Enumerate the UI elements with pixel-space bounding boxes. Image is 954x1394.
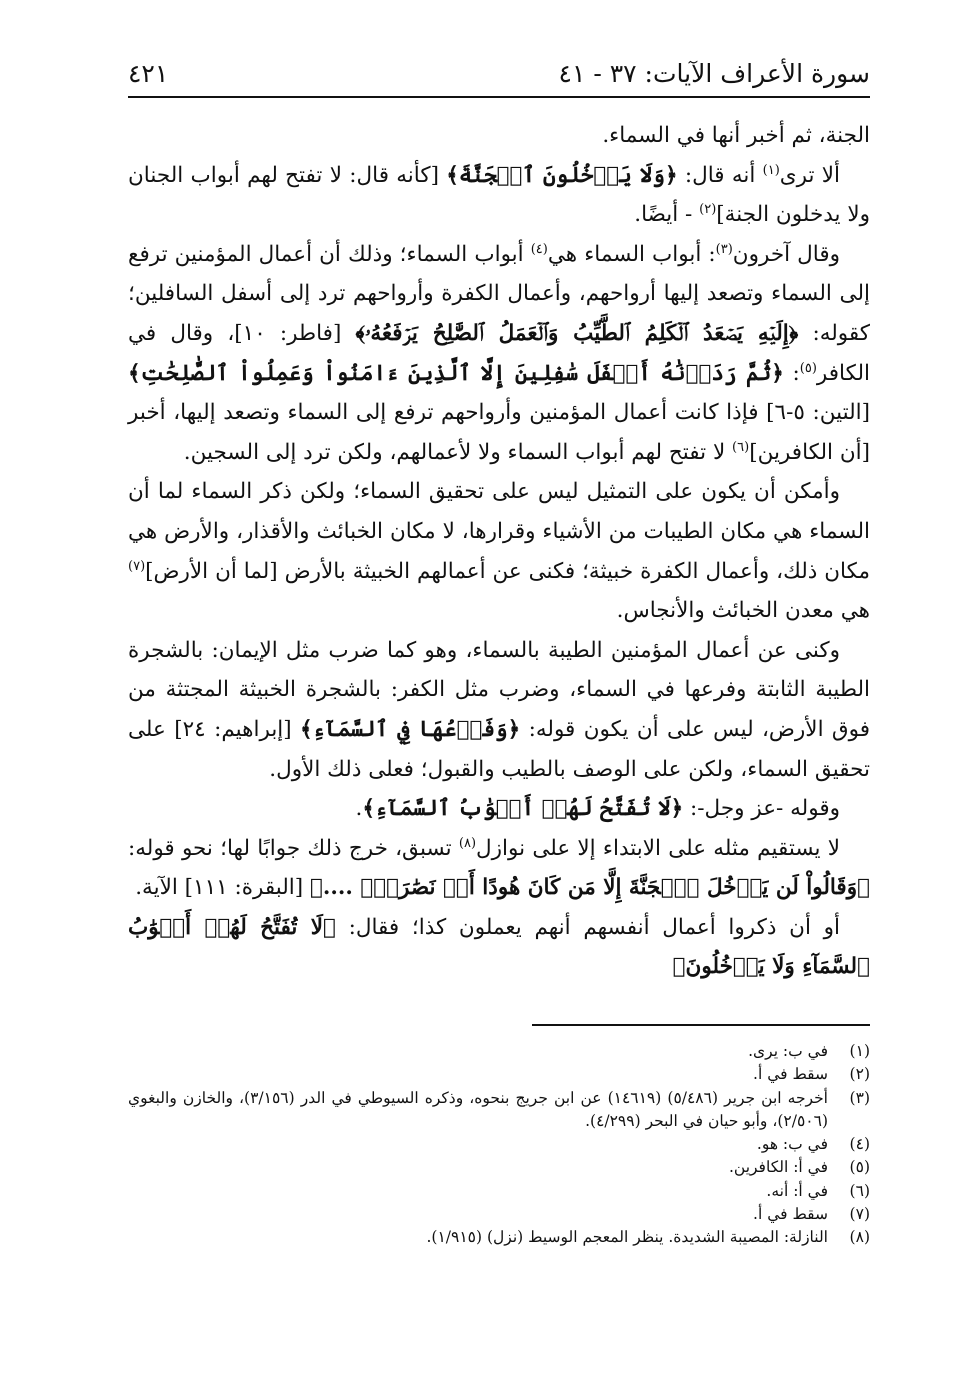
footnote-text: في أ: أنه. [766,1181,828,1200]
footnote-number: (٣) [849,1088,870,1107]
paragraph-3: وقال آخرون$^{(٣)}$: أبواب السماء هي$^{(٤)}$ أبواب السماء؛ وذلك أن أعمال المؤمنين ترفع إلى السماء وتصعد إليها أرواحهم، وأعمال الكفرة وأرواحهم ترد إلى أسفل السافلين؛ كقوله: ﴿إِلَيۡهِ يَصۡعَدُ ٱلۡكَلِمُ ٱلطَّيِّبُ وَٱلۡعَمَلُ ٱلصَّٰلِحُ يَرۡفَعُهُۥ﴾ [فاطر: ١٠]، وقال في الكافر$^{(٥)}$: ﴿ثُمَّ رَدَدۡنَٰهُ أَسۡفَلَ سَٰفِلِينَ إِلَّا ٱلَّذِينَ ءَامَنُواْ وَعَمِلُواْ ٱلصَّٰلِحَٰتِ﴾ [التين: ٥-٦] فإذا كانت أعمال المؤمنين وأرواحهم ترفع إلى السماء وتصعد إليها، أخبر [أن الكافرين]$^{(٦)}$ لا تفتح لهم أبواب السماء ولا لأعمالهم، ولكن ترد إلى السجين. [128,241,871,465]
footnote-2 [128,1063,870,1086]
footnote-number: (٨) [849,1228,870,1247]
quran-verse: ﴿وَقَالُواْ لَن يَدۡخُلَ ٱلۡجَنَّةَ إِلَّا مَن كَانَ هُودًا أَوۡ نَصَٰرَىٰۗ ....﴾ [310,875,870,901]
footnote-text: سقط في أ. [753,1205,828,1224]
footnote-ref-5[interactable]: (٥) [799,360,817,376]
quran-verse: ﴿وَفَرۡعُهَا فِي ٱلسَّمَآءِ﴾ [300,716,521,742]
footnote-text: في أ: الكافرين. [728,1158,828,1177]
quran-verse: ﴿ثُمَّ رَدَدۡنَٰهُ أَسۡفَلَ سَٰفِلِينَ إِلَّا ٱلَّذِينَ ءَامَنُواْ وَعَمِلُواْ ٱلصَّٰلِحَٰتِ﴾ [128,360,784,386]
footnote-text: في ب: هو. [756,1135,828,1154]
footnote-number: (٧) [849,1205,870,1224]
footnote-1 [128,1040,870,1063]
quran-verse: ﴿إِلَيۡهِ يَصۡعَدُ ٱلۡكَلِمُ ٱلطَّيِّبُ وَٱلۡعَمَلُ ٱلصَّٰلِحُ يَرۡفَعُهُۥ﴾ [355,320,799,346]
paragraph-5: وكنى عن أعمال المؤمنين الطيبة بالسماء، وهو كما ضرب مثل الإيمان: بالشجرة الطيبة الثابتة وفرعها في السماء، وضرب مثل الكفر: بالشجرة الخبيثة المجتثة من فوق الأرض، ليس على أن يكون قوله: ﴿وَفَرۡعُهَا فِي ٱلسَّمَآءِ﴾ [إبراهيم: ٢٤] على تحقيق السماء، ولكن على الوصف بالطيب والقبول؛ فعلى ذلك الأول. [128,637,870,782]
footnote-4 [128,1133,870,1156]
footnote-number: (٤) [849,1135,870,1154]
footnote-separator [532,1024,870,1026]
footnote-ref-6[interactable]: (٦) [732,439,750,455]
paragraph-7: لا يستقيم مثله على الابتداء إلا على نوازل$^{(٨)}$ تسبق، خرج ذلك جوابًا لها؛ نحو قوله: ﴿وَقَالُواْ لَن يَدۡخُلَ ٱلۡجَنَّةَ إِلَّا مَن كَانَ هُودًا أَوۡ نَصَٰرَىٰۗ ....﴾ [البقرة: ١١١] الآية. [128,835,870,901]
paragraph-1: الجنة، ثم أخبر أنها في السماء. [602,123,870,148]
main-text [128,116,870,987]
footnote-number: (٥) [849,1158,870,1177]
quran-verse: ﴿لَا تُفَتَّحُ لَهُمۡ أَبۡوَٰبُ ٱلسَّمَآءِ﴾ [362,796,684,822]
quran-verse: ﴿وَلَا يَدۡخُلُونَ ٱلۡجَنَّةَ﴾ [446,162,678,188]
running-title: سورة الأعراف الآيات: ٣٧ - ٤١ [558,59,870,88]
footnote-3 [128,1087,870,1134]
paragraph-2: ألا ترى$^{(١)}$ أنه قال: ﴿وَلَا يَدۡخُلُونَ ٱلۡجَنَّةَ﴾ [كأنه قال: لا تفتح لهم أبواب الجنان ولا يدخلون الجنة]$^{(٢)}$ - أيضًا. [128,162,870,228]
footnote-text: سقط في أ. [753,1065,828,1084]
footnotes [128,1040,870,1250]
footnote-number: (٢) [849,1065,870,1084]
footnote-7 [128,1203,870,1226]
footnote-text: أخرجه ابن جرير (٥/٤٨٦) (١٤٦١٩) عن ابن جريج بنحوه، وذكره السيوطي في الدر (٣/١٥٦)، والخازن والبغوي (٢/٥٠٦)، وأبو حيان في البحر (٤/٢٩٩). [128,1088,828,1130]
footnote-8 [128,1226,870,1249]
paragraph-6: وقوله -عز وجل-: ﴿لَا تُفَتَّحُ لَهُمۡ أَبۡوَٰبُ ٱلسَّمَآءِ﴾. [355,796,840,822]
footnote-ref-2[interactable]: (٢) [699,202,717,218]
footnote-number: (٦) [849,1181,870,1200]
paragraph-4: وأمكن أن يكون على التمثيل ليس على تحقيق السماء؛ ولكن ذكر السماء لما أن السماء هي مكان الطيبات من الأشياء وقرارها، لا مكان الخبائث والأقذار، والأرض هي مكان ذلك، وأعمال الكفرة خبيثة؛ فكنى عن أعمالهم الخبيثة بالأرض [لما أن الأرض]$^{(٧)}$ هي معدن الخبائث والأنجاس. [128,479,870,624]
paragraph-8: أو أن ذكروا أعمال أنفسهم أنهم يعملون كذا؛ فقال: ﴿لَا تُفَتَّحُ لَهُمۡ أَبۡوَٰبُ ٱلسَّمَآءِ وَلَا يَدۡخُلُونَ﴾ [128,914,870,980]
quran-verse: ﴿لَا تُفَتَّحُ لَهُمۡ أَبۡوَٰبُ ٱلسَّمَآءِ وَلَا يَدۡخُلُونَ﴾ [128,914,870,980]
footnote-ref-1[interactable]: (١) [762,162,780,178]
footnote-ref-7[interactable]: (٧) [128,558,146,574]
page-header [128,48,870,88]
footnote-text: في ب: يرى. [748,1042,828,1060]
footnote-6 [128,1180,870,1203]
footnote-5 [128,1156,870,1179]
footnote-text: النازلة: المصيبة الشديدة. ينظر المعجم الوسيط (نزل) (١/٩١٥). [426,1228,828,1247]
footnote-ref-8[interactable]: (٨) [458,835,477,851]
header-rule [128,96,870,98]
footnote-ref-4[interactable]: (٤) [530,241,548,257]
page-number: ٤٢١ [128,59,169,88]
footnote-ref-3[interactable]: (٣) [715,241,733,257]
footnote-number: (١) [849,1042,870,1060]
